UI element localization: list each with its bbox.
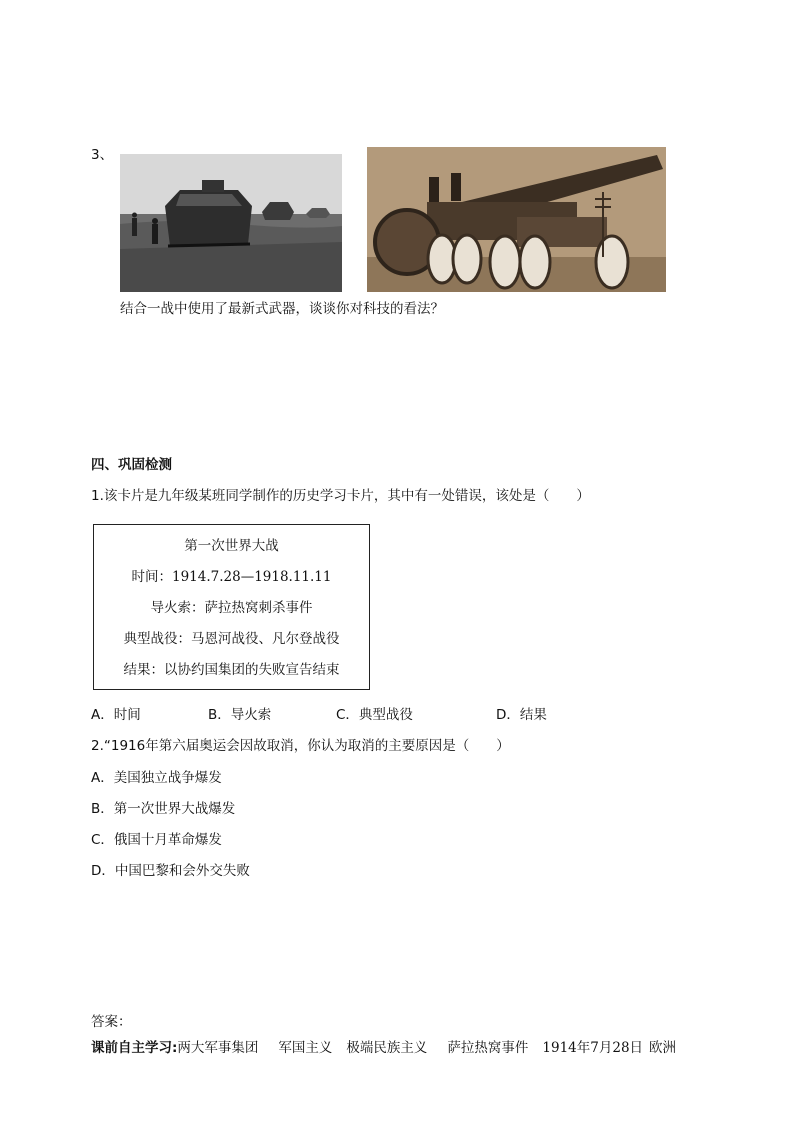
card-result: 结果：以协约国集团的失败宣告结束 <box>123 662 340 678</box>
answer-item: 极端民族主义 <box>346 1040 428 1056</box>
answers-line <box>91 1042 676 1056</box>
card-time: 时间：1914.7.28—1918.11.11 <box>131 569 332 585</box>
answer-item: 萨拉热窝事件 <box>447 1040 529 1056</box>
question-1-option-b: B．导火索 <box>208 707 272 723</box>
answer-item: 1914年7月28日 <box>542 1040 644 1056</box>
railway-gun-photo <box>367 147 666 292</box>
card-trigger: 导火索：萨拉热窝刺杀事件 <box>150 600 313 616</box>
question-3-text: 结合一战中使用了最新式武器，谈谈你对科技的看法？ <box>120 301 444 317</box>
answer-item: 军国主义 <box>278 1040 333 1056</box>
answers-prefix: 课前自主学习: <box>91 1040 178 1056</box>
railway-gun-illustration <box>367 147 666 292</box>
history-study-card <box>93 524 370 690</box>
answer-item: 两大军事集团 <box>177 1040 259 1056</box>
answers-label: 答案： <box>91 1014 132 1030</box>
question-1-stem: 1.该卡片是九年级某班同学制作的历史学习卡片，其中有一处错误，该处是（ ） <box>91 488 590 504</box>
question-2-option-b: B．第一次世界大战爆发 <box>91 801 236 817</box>
question-1-option-c: C．典型战役 <box>336 707 413 723</box>
section-heading: 四、巩固检测 <box>91 457 172 473</box>
card-title: 第一次世界大战 <box>184 538 279 554</box>
question-2-option-a: A．美国独立战争爆发 <box>91 770 222 786</box>
question-2-stem: 2.“1916年第六届奥运会因故取消，你认为取消的主要原因是（ ） <box>91 738 510 754</box>
tank-photo <box>120 154 342 292</box>
question-1-option-d: D．结果 <box>496 707 547 723</box>
answer-item: 欧洲 <box>649 1040 677 1056</box>
card-battles: 典型战役：马恩河战役、凡尔登战役 <box>123 631 340 647</box>
question-2-option-d: D．中国巴黎和会外交失败 <box>91 863 250 879</box>
question-3-number: 3、 <box>91 147 114 163</box>
tank-illustration <box>120 154 342 292</box>
question-1-option-a: A．时间 <box>91 707 141 723</box>
question-2-option-c: C．俄国十月革命爆发 <box>91 832 222 848</box>
